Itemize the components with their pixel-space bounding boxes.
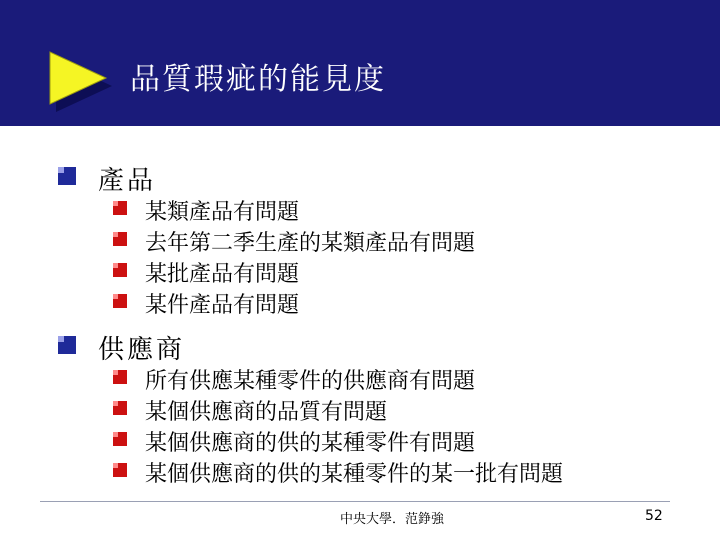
section-heading-products: 產品 <box>98 166 157 196</box>
page-number: 52 <box>645 508 663 524</box>
list-item: 某件產品有問題 <box>145 293 300 318</box>
square-bullet-icon <box>113 432 127 446</box>
footer-divider <box>40 501 670 502</box>
list-item: 某個供應商的品質有問題 <box>145 400 388 425</box>
list-item: 所有供應某種零件的供應商有問題 <box>145 369 476 394</box>
list-item: 某批產品有問題 <box>145 262 300 287</box>
square-bullet-icon <box>58 336 76 354</box>
footer-credit: 中央大學．范錚強 <box>340 512 445 527</box>
square-bullet-icon <box>113 370 127 384</box>
square-bullet-icon <box>113 201 127 215</box>
square-bullet-icon <box>113 232 127 246</box>
square-bullet-icon <box>113 401 127 415</box>
list-item: 去年第二季生產的某類產品有問題 <box>145 231 476 256</box>
play-arrow-icon <box>46 48 118 112</box>
square-bullet-icon <box>58 167 76 185</box>
square-bullet-icon <box>113 263 127 277</box>
square-bullet-icon <box>113 463 127 477</box>
list-item: 某類產品有問題 <box>145 200 300 225</box>
section-heading-suppliers: 供應商 <box>98 335 186 365</box>
list-item: 某個供應商的供的某種零件的某一批有問題 <box>145 462 564 487</box>
square-bullet-icon <box>113 294 127 308</box>
title-banner <box>0 0 720 126</box>
slide-title: 品質瑕疵的能見度 <box>130 62 386 97</box>
list-item: 某個供應商的供的某種零件有問題 <box>145 431 476 456</box>
